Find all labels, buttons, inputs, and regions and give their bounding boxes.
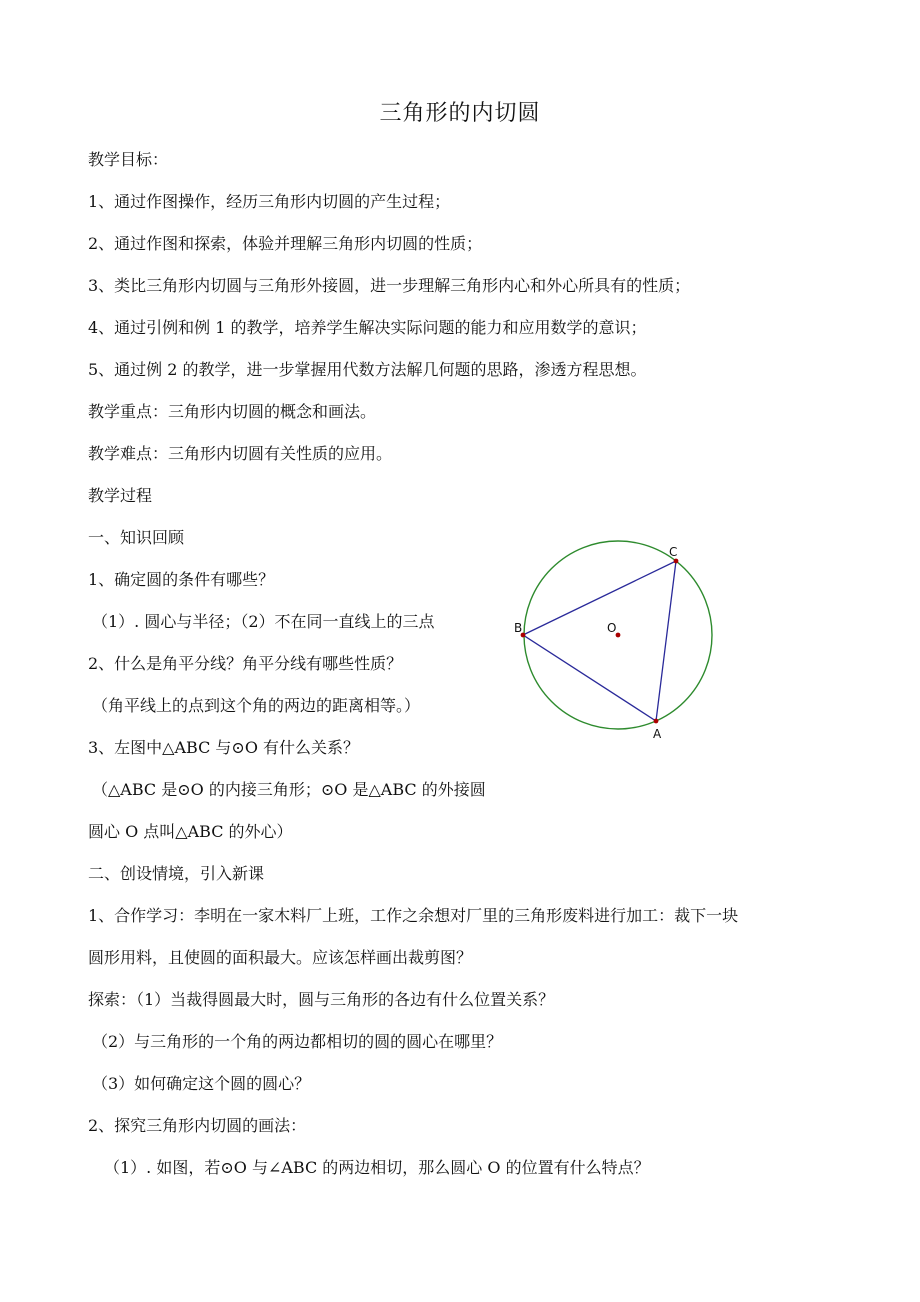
- circumcircle-diagram: [505, 535, 725, 745]
- point-c: [674, 559, 679, 564]
- text-line-coop-2: 圆形用料，且使圆的面积最大。应该怎样画出裁剪图？: [88, 948, 473, 967]
- text-line-method-heading: 2、探究三角形内切圆的画法：: [88, 1116, 307, 1135]
- text-line-goals-heading: 教学目标：: [88, 150, 169, 169]
- text-line-section-1: 一、知识回顾: [88, 528, 185, 547]
- text-line-goal-3: 3、类比三角形内切圆与三角形外接圆，进一步理解三角形内心和外心所具有的性质；: [88, 276, 691, 295]
- text-line-a3: （△ABC 是⊙O 的内接三角形；⊙O 是△ABC 的外接圆: [92, 780, 486, 799]
- text-line-goal-1: 1、通过作图操作，经历三角形内切圆的产生过程；: [88, 192, 451, 211]
- label-c: C: [669, 545, 678, 559]
- point-a: [654, 719, 659, 724]
- page-title: 三角形的内切圆: [379, 101, 541, 126]
- circumcircle-figure: [505, 535, 725, 745]
- text-line-q1: 1、确定圆的条件有哪些？: [88, 570, 275, 589]
- text-line-goal-2: 2、通过作图和探索，体验并理解三角形内切圆的性质；: [88, 234, 483, 253]
- text-line-a1: （1）. 圆心与半径；（2）不在同一直线上的三点: [92, 612, 435, 631]
- label-o: O: [607, 621, 617, 635]
- text-line-explore-3: （3）如何确定这个圆的圆心？: [92, 1074, 311, 1093]
- text-line-goal-4: 4、通过引例和例 1 的教学，培养学生解决实际问题的能力和应用数学的意识；: [88, 318, 647, 337]
- text-line-difficulty: 教学难点：三角形内切圆有关性质的应用。: [88, 444, 393, 463]
- text-line-method-q1: （1）. 如图，若⊙O 与∠ABC 的两边相切，那么圆心 O 的位置有什么特点？: [104, 1158, 650, 1177]
- text-line-a3-cont: 圆心 O 点叫△ABC 的外心）: [88, 822, 293, 841]
- text-line-coop-1: 1、合作学习：李明在一家木料厂上班，工作之余想对厂里的三角形废料进行加工：裁下一块: [88, 906, 739, 925]
- text-line-goal-5: 5、通过例 2 的教学，进一步掌握用代数方法解几何题的思路，渗透方程思想。: [88, 360, 647, 379]
- text-line-explore-1: 探索：（1）当裁得圆最大时，圆与三角形的各边有什么位置关系？: [88, 990, 555, 1009]
- triangle-abc: [523, 561, 676, 721]
- text-line-q3: 3、左图中△ABC 与⊙O 有什么关系？: [88, 738, 360, 757]
- text-line-a2: （角平线上的点到这个角的两边的距离相等。）: [92, 696, 421, 715]
- text-line-explore-2: （2）与三角形的一个角的两边都相切的圆的圆心在哪里？: [92, 1032, 503, 1051]
- label-a: A: [653, 727, 662, 741]
- label-b: B: [514, 621, 523, 635]
- text-line-q2: 2、什么是角平分线？角平分线有哪些性质？: [88, 654, 403, 673]
- text-line-key-point: 教学重点：三角形内切圆的概念和画法。: [88, 402, 377, 421]
- text-line-section-2: 二、创设情境，引入新课: [88, 864, 265, 883]
- text-line-process-heading: 教学过程: [88, 486, 153, 505]
